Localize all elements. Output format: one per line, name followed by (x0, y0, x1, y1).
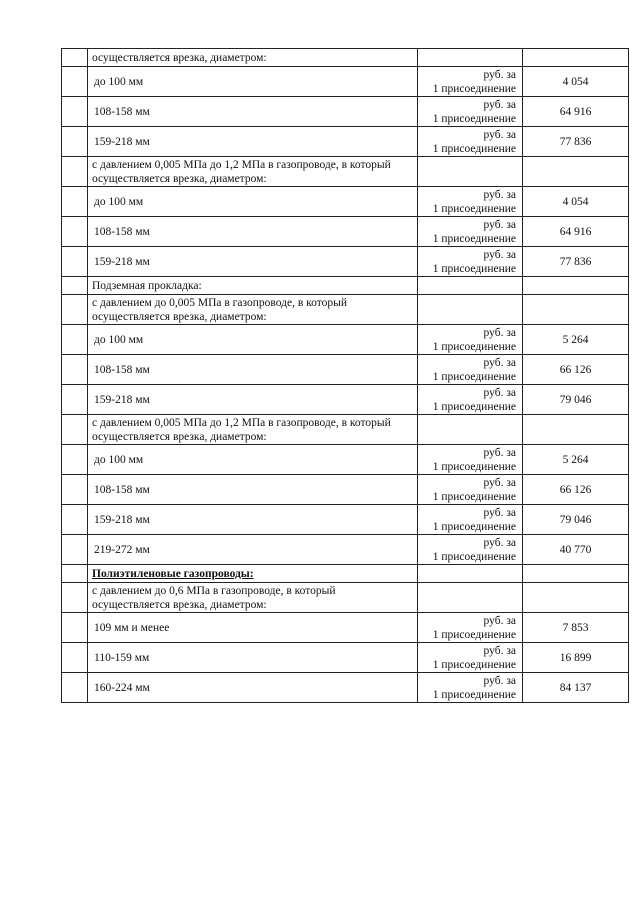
unit-cell (418, 613, 523, 643)
row-number-cell (62, 613, 88, 643)
diameter-cell: 159-218 мм (88, 385, 418, 415)
unit-cell (418, 49, 523, 67)
unit-line-2: 1 присоединение (432, 232, 516, 245)
table-row (62, 217, 629, 247)
table-row (62, 355, 629, 385)
price-cell (523, 277, 629, 295)
diameter-cell: 159-218 мм (88, 247, 418, 277)
price-cell: 4 054 (523, 187, 629, 217)
unit-line-1: руб. за (483, 248, 516, 261)
row-number-cell (62, 475, 88, 505)
table-row (62, 67, 629, 97)
unit-line-2: 1 присоединение (432, 658, 516, 671)
unit-line-2: 1 присоединение (432, 370, 516, 383)
section-row (62, 277, 629, 295)
row-number-cell (62, 415, 88, 445)
unit-line-2: 1 присоединение (432, 340, 516, 353)
price-cell (523, 295, 629, 325)
table-row (62, 97, 629, 127)
unit-line-1: руб. за (483, 218, 516, 231)
unit-line-2: 1 присоединение (432, 550, 516, 563)
section-heading-cell: с давлением 0,005 МПа до 1,2 МПа в газопроводе, в который осуществляется врезка, диаметром: (88, 415, 418, 445)
section-row (62, 49, 629, 67)
unit-line-1: руб. за (483, 674, 516, 687)
diameter-cell: 159-218 мм (88, 127, 418, 157)
row-number-cell (62, 355, 88, 385)
price-cell: 66 126 (523, 355, 629, 385)
row-number-cell (62, 535, 88, 565)
table-row (62, 643, 629, 673)
unit-line-2: 1 присоединение (432, 688, 516, 701)
unit-line-2: 1 присоединение (432, 628, 516, 641)
price-cell: 4 054 (523, 67, 629, 97)
price-cell: 16 899 (523, 643, 629, 673)
section-heading-cell: с давлением 0,005 МПа до 1,2 МПа в газопроводе, в который осуществляется врезка, диаметром: (88, 157, 418, 187)
diameter-cell: 159-218 мм (88, 505, 418, 535)
section-heading-cell: с давлением до 0,6 МПа в газопроводе, в который осуществляется врезка, диаметром: (88, 583, 418, 613)
unit-line-2: 1 присоединение (432, 490, 516, 503)
unit-line-2: 1 присоединение (432, 520, 516, 533)
section-heading-cell: осуществляется врезка, диаметром: (88, 49, 418, 67)
unit-line-2: 1 присоединение (432, 262, 516, 275)
table-row (62, 505, 629, 535)
unit-cell (418, 385, 523, 415)
unit-line-1: руб. за (483, 386, 516, 399)
unit-cell (418, 187, 523, 217)
unit-cell (418, 583, 523, 613)
tariff-table (61, 48, 629, 703)
diameter-cell: 160-224 мм (88, 673, 418, 703)
section-heading-cell: Подземная прокладка: (88, 277, 418, 295)
unit-line-1: руб. за (483, 536, 516, 549)
row-number-cell (62, 187, 88, 217)
unit-cell (418, 505, 523, 535)
price-cell (523, 49, 629, 67)
price-cell: 5 264 (523, 325, 629, 355)
row-number-cell (62, 49, 88, 67)
unit-line-1: руб. за (483, 446, 516, 459)
price-cell: 40 770 (523, 535, 629, 565)
row-number-cell (62, 643, 88, 673)
table-row (62, 475, 629, 505)
section-heading-cell: Полиэтиленовые газопроводы: (88, 565, 418, 583)
unit-cell (418, 355, 523, 385)
diameter-cell: до 100 мм (88, 445, 418, 475)
section-row (62, 415, 629, 445)
unit-cell (418, 247, 523, 277)
unit-cell (418, 535, 523, 565)
price-cell: 84 137 (523, 673, 629, 703)
unit-cell (418, 325, 523, 355)
unit-cell (418, 157, 523, 187)
unit-line-1: руб. за (483, 98, 516, 111)
row-number-cell (62, 325, 88, 355)
section-row (62, 583, 629, 613)
row-number-cell (62, 445, 88, 475)
diameter-cell: 108-158 мм (88, 355, 418, 385)
row-number-cell (62, 157, 88, 187)
unit-line-1: руб. за (483, 188, 516, 201)
price-cell (523, 583, 629, 613)
unit-line-1: руб. за (483, 614, 516, 627)
unit-line-1: руб. за (483, 476, 516, 489)
price-cell: 79 046 (523, 505, 629, 535)
unit-line-2: 1 присоединение (432, 202, 516, 215)
diameter-cell: до 100 мм (88, 325, 418, 355)
row-number-cell (62, 277, 88, 295)
unit-cell (418, 127, 523, 157)
unit-line-1: руб. за (483, 506, 516, 519)
unit-line-2: 1 присоединение (432, 460, 516, 473)
table-row (62, 247, 629, 277)
table-row (62, 445, 629, 475)
row-number-cell (62, 217, 88, 247)
diameter-cell: 110-159 мм (88, 643, 418, 673)
price-cell: 77 836 (523, 247, 629, 277)
section-row (62, 157, 629, 187)
row-number-cell (62, 67, 88, 97)
row-number-cell (62, 385, 88, 415)
unit-line-1: руб. за (483, 68, 516, 81)
price-cell: 7 853 (523, 613, 629, 643)
unit-cell (418, 295, 523, 325)
unit-line-2: 1 присоединение (432, 112, 516, 125)
unit-cell (418, 277, 523, 295)
diameter-cell: до 100 мм (88, 67, 418, 97)
unit-line-2: 1 присоединение (432, 400, 516, 413)
price-cell (523, 415, 629, 445)
table-row (62, 385, 629, 415)
unit-line-2: 1 присоединение (432, 82, 516, 95)
price-cell: 64 916 (523, 217, 629, 247)
row-number-cell (62, 127, 88, 157)
unit-cell (418, 565, 523, 583)
table-row (62, 535, 629, 565)
tariff-table-body (62, 49, 629, 703)
unit-cell (418, 415, 523, 445)
row-number-cell (62, 565, 88, 583)
unit-line-2: 1 присоединение (432, 142, 516, 155)
table-row (62, 187, 629, 217)
unit-cell (418, 445, 523, 475)
section-row (62, 295, 629, 325)
diameter-cell: 108-158 мм (88, 217, 418, 247)
price-cell (523, 565, 629, 583)
unit-line-1: руб. за (483, 644, 516, 657)
price-cell: 77 836 (523, 127, 629, 157)
diameter-cell: 219-272 мм (88, 535, 418, 565)
row-number-cell (62, 505, 88, 535)
unit-cell (418, 97, 523, 127)
diameter-cell: 108-158 мм (88, 475, 418, 505)
price-cell: 66 126 (523, 475, 629, 505)
unit-line-1: руб. за (483, 356, 516, 369)
diameter-cell: 108-158 мм (88, 97, 418, 127)
row-number-cell (62, 583, 88, 613)
row-number-cell (62, 97, 88, 127)
unit-cell (418, 643, 523, 673)
table-row (62, 613, 629, 643)
row-number-cell (62, 673, 88, 703)
unit-cell (418, 475, 523, 505)
table-row (62, 673, 629, 703)
row-number-cell (62, 247, 88, 277)
price-cell: 79 046 (523, 385, 629, 415)
diameter-cell: 109 мм и менее (88, 613, 418, 643)
table-row (62, 127, 629, 157)
diameter-cell: до 100 мм (88, 187, 418, 217)
section-row (62, 565, 629, 583)
price-cell: 64 916 (523, 97, 629, 127)
unit-cell (418, 67, 523, 97)
unit-cell (418, 673, 523, 703)
section-heading-cell: с давлением до 0,005 МПа в газопроводе, в который осуществляется врезка, диаметром: (88, 295, 418, 325)
unit-cell (418, 217, 523, 247)
table-row (62, 325, 629, 355)
unit-line-1: руб. за (483, 128, 516, 141)
unit-line-1: руб. за (483, 326, 516, 339)
price-cell (523, 157, 629, 187)
row-number-cell (62, 295, 88, 325)
price-cell: 5 264 (523, 445, 629, 475)
